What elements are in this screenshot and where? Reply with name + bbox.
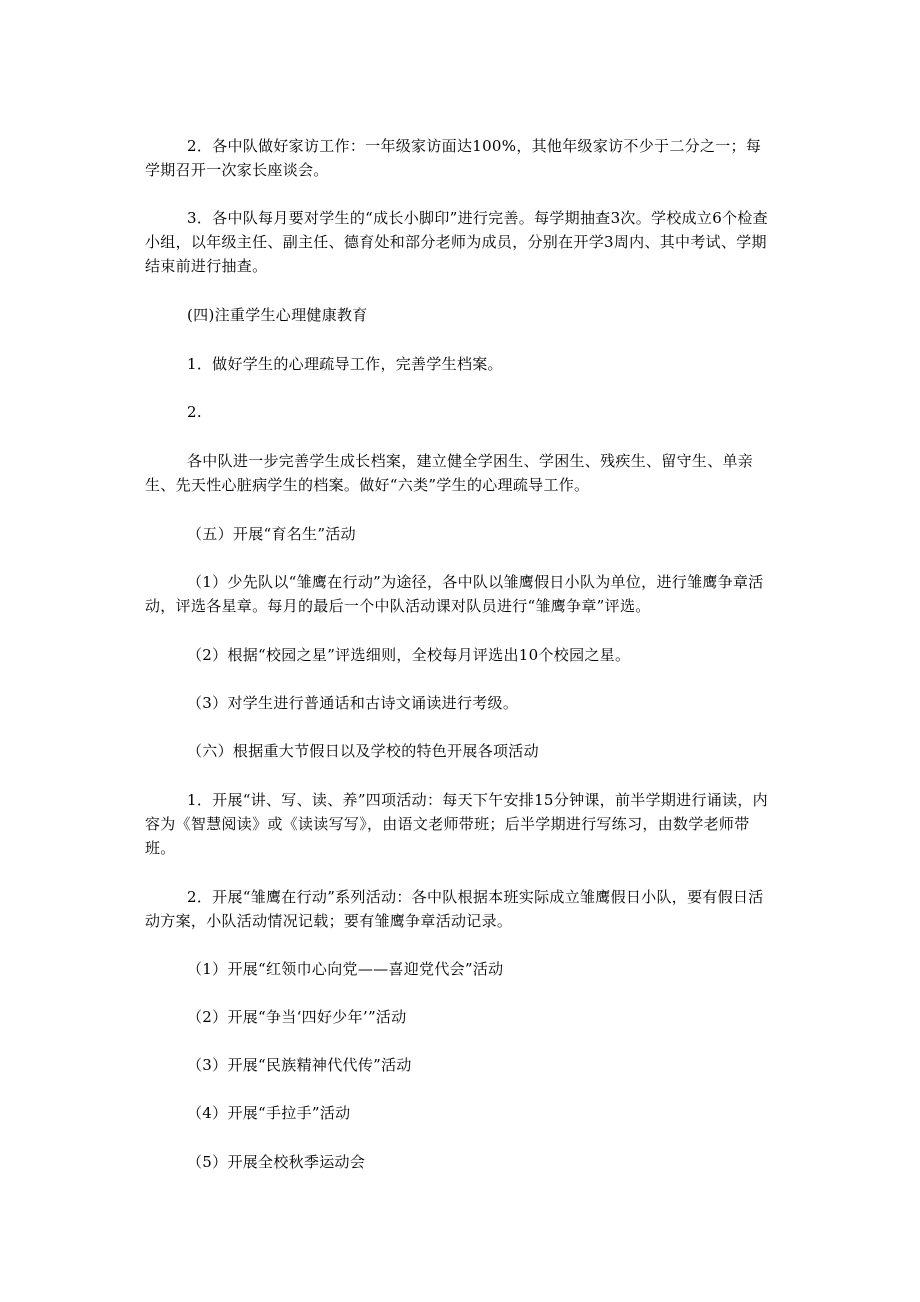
list-item-red-scarf: （1）开展“红领巾心向党——喜迎党代会”活动: [187, 960, 504, 978]
section-heading-mental-health: (四)注重学生心理健康教育: [187, 306, 368, 324]
paragraph-home-visits: 2．各中队做好家访工作：一年级家访面达100%，其他年级家访不少于二分之一；每学期召开一次家长座谈会。: [145, 137, 762, 179]
list-item-four-good-youth: （2）开展“争当‘四好少年’”活动: [187, 1008, 407, 1026]
paragraph-campus-stars: （2）根据“校园之星”评选细则，全校每月评选出10个校园之星。: [187, 646, 631, 664]
paragraph-eagle-series: 2．开展“雏鹰在行动”系列活动：各中队根据本班实际成立雏鹰假日小队，要有假日活动方案，小队活动情况记载；要有雏鹰争章活动记录。: [145, 888, 764, 930]
paragraph-four-activities: 1．开展“讲、写、读、养”四项活动：每天下午安排15分钟课，前半学期进行诵读，内容为《智慧阅读》或《读读写写》，由语文老师带班；后半学期进行写练习，由数学老师带班。: [145, 791, 768, 857]
list-item-national-spirit: （3）开展“民族精神代代传”活动: [187, 1056, 412, 1074]
section-heading-holiday-activities: （六）根据重大节假日以及学校的特色开展各项活动: [187, 742, 539, 760]
section-heading-famous-students: （五）开展“育名生”活动: [187, 525, 356, 543]
paragraph-student-files: 各中队进一步完善学生成长档案，建立健全学困生、学困生、残疾生、留守生、单亲生、先天性心脏病学生的档案。做好“六类”学生的心理疏导工作。: [145, 452, 754, 494]
paragraph-item-number: 2.: [187, 403, 202, 421]
list-item-hand-in-hand: （4）开展“手拉手”活动: [187, 1104, 351, 1122]
paragraph-mandarin-exam: （3）对学生进行普通话和古诗文诵读进行考级。: [187, 694, 519, 712]
paragraph-counseling: 1．做好学生的心理疏导工作，完善学生档案。: [187, 355, 503, 373]
list-item-sports-meet: （5）开展全校秋季运动会: [187, 1153, 366, 1171]
paragraph-growth-footprints: 3．各中队每月要对学生的“成长小脚印”进行完善。每学期抽查3次。学校成立6个检查小组，以年级主任、副主任、德育处和部分老师为成员，分别在开学3周内、其中考试、学期结束前进行抽查。: [145, 209, 768, 275]
paragraph-eagle-badges: （1）少先队以“雏鹰在行动”为途径，各中队以雏鹰假日小队为单位，进行雏鹰争章活动，评选各星章。每月的最后一个中队活动课对队员进行“雏鹰争章”评选。: [145, 573, 764, 615]
